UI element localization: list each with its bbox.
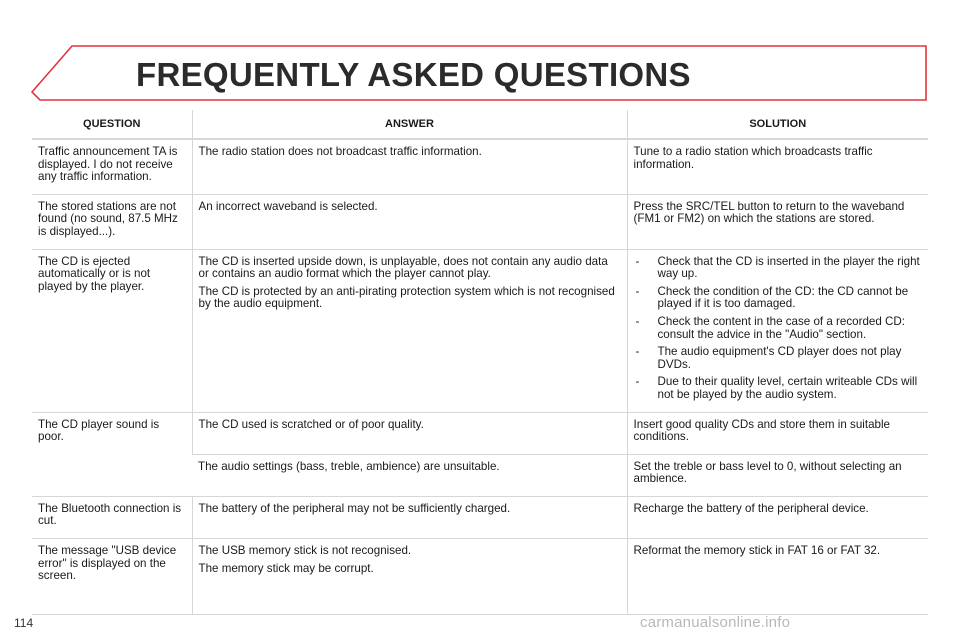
table-header-row xyxy=(32,110,928,139)
answer-cell xyxy=(192,194,627,249)
solution-text: Press the SRC/TEL button to return to the waveband (FM1 or FM2) on which the stations are stored. xyxy=(633,199,905,226)
answer-text: The CD used is scratched or of poor quality. xyxy=(198,417,424,431)
table-row xyxy=(32,412,928,454)
column-header-solution: SOLUTION xyxy=(627,110,928,139)
answer-cell xyxy=(192,249,627,412)
answer-text: The radio station does not broadcast traffic information. xyxy=(198,145,482,158)
answer-cell xyxy=(192,539,627,615)
answer-text: An incorrect waveband is selected. xyxy=(198,199,378,213)
solution-cell xyxy=(627,539,928,615)
table-row xyxy=(32,539,928,615)
solution-list-item: - The audio equipment's CD player does not play DVDs. xyxy=(634,346,923,371)
table-row xyxy=(32,139,928,194)
answer-text: The memory stick may be corrupt. xyxy=(198,561,374,575)
page-title: FREQUENTLY ASKED QUESTIONS xyxy=(136,56,691,93)
solution-list-item: - Check that the CD is inserted in the player the right way up. xyxy=(634,256,923,281)
page-number: 114 xyxy=(14,616,34,630)
answer-text: The CD is inserted upside down, is unplayable, does not contain any audio data or contains an audio format which the player cannot play. xyxy=(198,254,608,281)
question-cell: The CD player sound is poor. xyxy=(32,412,192,496)
answer-cell xyxy=(192,496,627,538)
solution-text: Recharge the battery of the peripheral device. xyxy=(633,501,869,515)
solution-cell xyxy=(627,412,928,454)
answer-cell xyxy=(192,412,627,454)
answer-text: The CD is protected by an anti-pirating protection system which is not recognised by the audio equipment. xyxy=(198,284,615,311)
question-cell: The message "USB device error" is displayed on the screen. xyxy=(32,539,192,615)
solution-text: Set the treble or bass level to 0, without selecting an ambience. xyxy=(633,459,902,486)
question-cell: Traffic announcement TA is displayed. I do not receive any traffic information. xyxy=(32,139,192,194)
solution-cell xyxy=(627,194,928,249)
solution-cell xyxy=(627,496,928,538)
column-header-question: QUESTION xyxy=(32,110,192,139)
solution-text: Tune to a radio station which broadcasts traffic information. xyxy=(633,145,873,171)
solution-list-item: - Check the content in the case of a recorded CD: consult the advice in the "Audio" section. xyxy=(634,316,923,341)
answer-text: The battery of the peripheral may not be sufficiently charged. xyxy=(198,501,511,515)
answer-cell xyxy=(192,139,627,194)
answer-text: The audio settings (bass, treble, ambience) are unsuitable. xyxy=(198,459,500,473)
watermark: carmanualsonline.info xyxy=(640,614,791,631)
answer-cell xyxy=(192,454,627,496)
solution-list xyxy=(634,256,923,402)
solution-text: Insert good quality CDs and store them in suitable conditions. xyxy=(633,417,890,444)
question-cell: The stored stations are not found (no sound, 87.5 MHz is displayed...). xyxy=(32,194,192,249)
solution-list-item: - Due to their quality level, certain writeable CDs will not be played by the audio system. xyxy=(634,376,923,401)
question-cell: The CD is ejected automatically or is not played by the player. xyxy=(32,249,192,412)
table-row xyxy=(32,249,928,412)
column-header-answer: ANSWER xyxy=(192,110,627,139)
question-cell: The Bluetooth connection is cut. xyxy=(32,496,192,538)
solution-cell xyxy=(627,454,928,496)
solution-cell xyxy=(627,249,928,412)
table-row xyxy=(32,496,928,538)
faq-table xyxy=(32,110,928,615)
solution-cell xyxy=(627,139,928,194)
table-row xyxy=(32,194,928,249)
solution-text: Reformat the memory stick in FAT 16 or FAT 32. xyxy=(633,544,881,558)
answer-text: The USB memory stick is not recognised. xyxy=(198,544,412,558)
solution-list-item: - Check the condition of the CD: the CD cannot be played if it is too damaged. xyxy=(634,286,923,311)
